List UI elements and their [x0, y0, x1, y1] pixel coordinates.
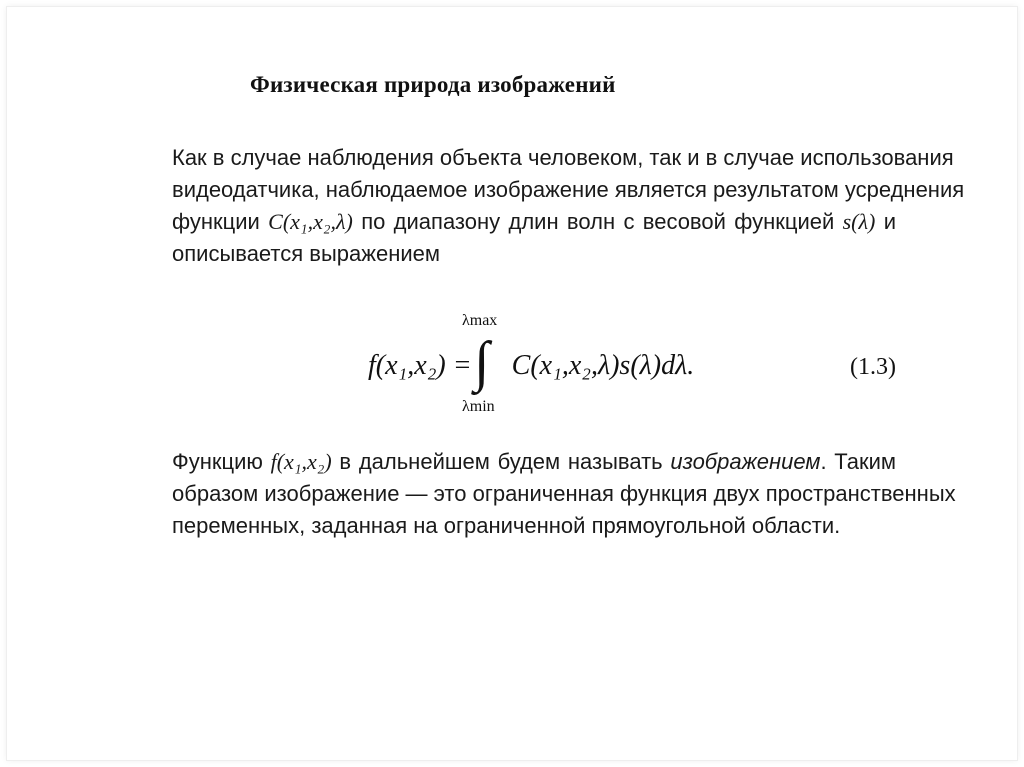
paragraph-line: переменных, заданная на ограниченной прямоугольной области. — [172, 513, 841, 538]
paragraph-line: образом изображение — это ограниченная функция двух пространственных — [172, 481, 956, 506]
integral-sign: ∫ — [474, 331, 490, 393]
text-fragment: по диапазону длин волн с весовой функцией — [361, 209, 835, 234]
integral-lower-limit: λmin — [462, 398, 495, 415]
slide-title: Физическая природа изображений — [250, 72, 616, 97]
paragraph-line: видеодатчика, наблюдаемое изображение является результатом усреднения — [172, 177, 965, 202]
paragraph-line: описывается выражением — [172, 241, 441, 266]
term-image: изображением — [670, 449, 821, 474]
equation-expression — [368, 350, 694, 382]
text-fragment: Функцию — [172, 449, 263, 474]
math-s-function: s(λ) — [842, 209, 876, 234]
integral-upper-limit: λmax — [462, 312, 498, 329]
equation-lhs: f(x₁,x₂) = — [368, 350, 472, 381]
paragraph-intro — [172, 142, 965, 270]
equation-integrand: C(x₁,x₂,λ)s(λ)dλ. — [511, 350, 695, 381]
paragraph-line-with-math — [172, 446, 896, 478]
math-f-function: f(x₁,x₂) — [270, 449, 332, 474]
paragraph-line: Как в случае наблюдения объекта человеком, так и в случае использования — [172, 145, 954, 170]
text-fragment: в дальнейшем будем называть — [339, 449, 663, 474]
equation-1-3 — [368, 312, 908, 422]
equation-number: (1.3) — [850, 354, 896, 380]
text-fragment: функции — [172, 209, 260, 234]
text-fragment: и — [883, 209, 896, 234]
paragraph-line-with-math — [172, 206, 896, 238]
math-c-function: C(x₁,x₂,λ) — [268, 209, 353, 234]
text-fragment: . Таким — [820, 449, 896, 474]
paragraph-definition — [172, 446, 956, 542]
